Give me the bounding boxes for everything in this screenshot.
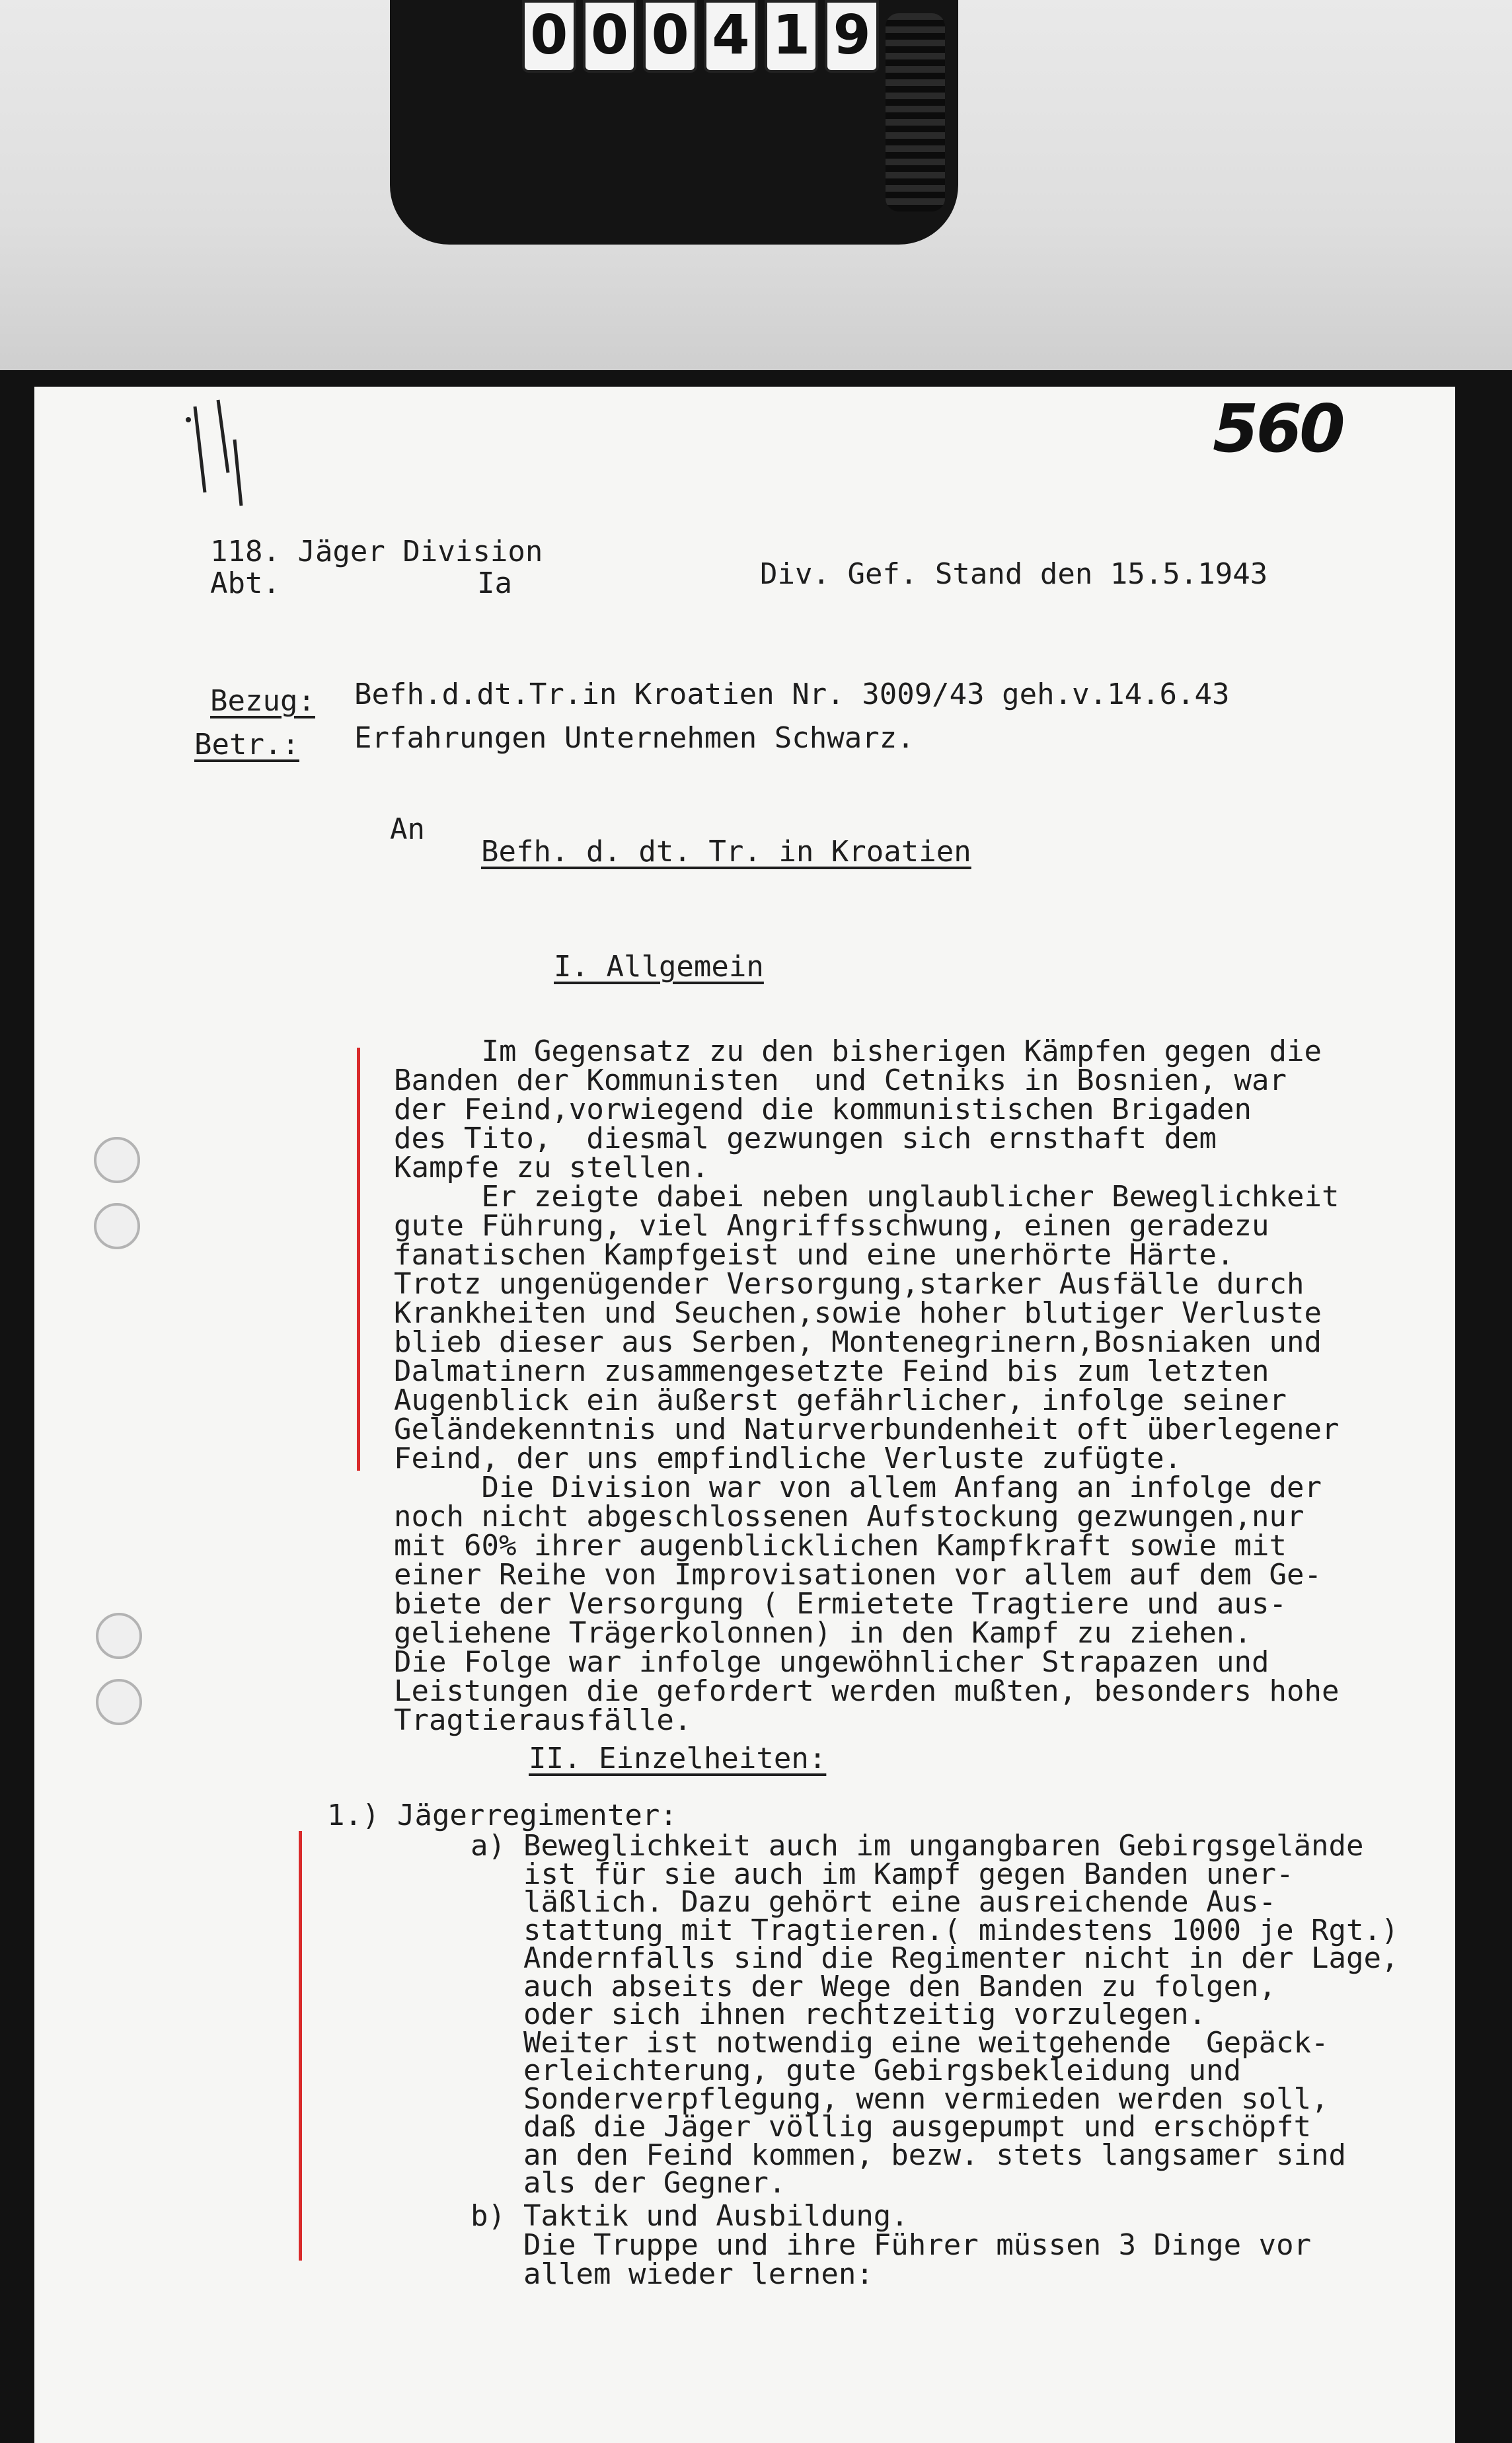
department-label: Abt. (210, 566, 280, 600)
text-line: Weiter ist notwendig eine weitgehende Gepäck- (523, 2025, 1329, 2060)
margin-marker (357, 1048, 360, 1471)
bezug-text: Befh.d.dt.Tr.in Kroatien Nr. 3009/43 geh.v.14.6.43 (354, 678, 1230, 711)
text-line: als der Gegner. (523, 2166, 786, 2200)
item-b-label: b) (471, 2199, 506, 2233)
betr-label: Betr.: (194, 728, 299, 761)
text-line: der Feind,vorwiegend die kommunistischen Brigaden (394, 1093, 1252, 1126)
punch-hole (96, 1613, 142, 1659)
handwritten-mark (169, 393, 274, 512)
text-line: Er zeigte dabei neben unglaublicher Beweglichkeit (394, 1180, 1340, 1214)
text-line: stattung mit Tragtieren.( mindestens 1000 je Rgt.) (523, 1913, 1399, 1947)
text-line: geliehene Trägerkolonnen) in den Kampf zu ziehen. (394, 1616, 1252, 1650)
punch-hole (94, 1137, 140, 1183)
addressee-label: An (390, 812, 425, 846)
text-line: an den Feind kommen, bezw. stets langsamer sind (523, 2138, 1347, 2172)
text-line: Die Truppe und ihre Führer müssen 3 Dinge vor (523, 2228, 1312, 2262)
text-line: Trotz ungenügender Versorgung,starker Ausfälle durch (394, 1267, 1304, 1301)
text-line: allem wieder lernen: (523, 2257, 874, 2291)
text-line: Leistungen die gefordert werden mußten, besonders hohe (394, 1674, 1340, 1708)
counter-digit: 9 (825, 0, 879, 73)
counter-digit: 4 (704, 0, 758, 73)
page-number: 560 (1213, 390, 1343, 467)
place-date: Div. Gef. Stand den 15.5.1943 (760, 557, 1268, 591)
text-line: blieb dieser aus Serben, Montenegrinern,Bosniaken und (394, 1325, 1322, 1359)
text-line: ist für sie auch im Kampf gegen Banden uner- (523, 1857, 1294, 1891)
counter-digit: 1 (765, 0, 819, 73)
department-value: Ia (477, 566, 512, 600)
item-heading: 1.) Jägerregimenter: (327, 1799, 677, 1832)
frame-counter (522, 0, 879, 73)
text-line: Augenblick ein äußerst gefährlicher, infolge seiner (394, 1383, 1287, 1417)
text-line: Kampfe zu stellen. (394, 1151, 709, 1184)
text-line: gute Führung, viel Angriffsschwung, einen geradezu (394, 1209, 1269, 1243)
text-line: Geländekenntnis und Naturverbundenheit oft überlegener (394, 1413, 1340, 1446)
text-line: daß die Jäger völlig ausgepumpt und erschöpft (523, 2110, 1312, 2144)
text-line: oder sich ihnen rechtzeitig vorzulegen. (523, 1997, 1207, 2031)
margin-marker (299, 1831, 302, 2261)
text-line: läßlich. Dazu gehört eine ausreichende Aus- (523, 1885, 1277, 1919)
text-line: Banden der Kommunisten und Cetniks in Bosnien, war (394, 1064, 1287, 1097)
text-line: Dalmatinern zusammengesetzte Feind bis zum letzten (394, 1354, 1269, 1388)
text-line: Beweglichkeit auch im ungangbaren Gebirgsgelände (523, 1829, 1364, 1863)
text-line: des Tito, diesmal gezwungen sich ernsthaft dem (394, 1122, 1217, 1155)
section-heading: II. Einzelheiten: (529, 1742, 827, 1775)
text-line: auch abseits der Wege den Banden zu folgen, (523, 1969, 1277, 2003)
text-line: Sonderverpflegung, wenn vermieden werden soll, (523, 2081, 1329, 2116)
text-line: Feind, der uns empfindliche Verluste zufügte. (394, 1442, 1182, 1475)
counter-knob (886, 13, 945, 212)
text-line: Tragtierausfälle. (394, 1703, 692, 1737)
text-line: fanatischen Kampfgeist und eine unerhörte Härte. (394, 1238, 1234, 1272)
text-line: Im Gegensatz zu den bisherigen Kämpfen gegen die (394, 1034, 1322, 1068)
text-line: Die Folge war infolge ungewöhnlicher Strapazen und (394, 1645, 1269, 1679)
betr-text: Erfahrungen Unternehmen Schwarz. (354, 721, 915, 755)
text-line: erleichterung, gute Gebirgsbekleidung und (523, 2054, 1242, 2087)
counter-digit: 0 (583, 0, 637, 73)
unit-name: 118. Jäger Division (210, 535, 543, 568)
item-a-label: a) (471, 1829, 506, 1863)
text-line: Die Division war von allem Anfang an infolge der (394, 1471, 1322, 1504)
text-line: mit 60% ihrer augenblicklichen Kampfkraft sowie mit (394, 1529, 1287, 1563)
section-heading: I. Allgemein (554, 950, 764, 984)
bezug-label: Bezug: (210, 684, 315, 718)
counter-digit: 0 (522, 0, 576, 73)
punch-hole (96, 1679, 142, 1725)
text-line: Taktik und Ausbildung. (523, 2199, 909, 2233)
text-line: einer Reihe von Improvisationen vor allem auf dem Ge- (394, 1558, 1322, 1592)
text-line: biete der Versorgung ( Ermietete Tragtiere und aus- (394, 1587, 1287, 1621)
punch-hole (94, 1203, 140, 1249)
counter-digit: 0 (643, 0, 697, 73)
text-line: Krankheiten und Seuchen,sowie hoher blutiger Verluste (394, 1296, 1322, 1330)
text-line: noch nicht abgeschlossenen Aufstockung gezwungen,nur (394, 1500, 1304, 1533)
text-line: Andernfalls sind die Regimenter nicht in der Lage, (523, 1941, 1399, 1975)
recipient: Befh. d. dt. Tr. in Kroatien (481, 835, 971, 869)
